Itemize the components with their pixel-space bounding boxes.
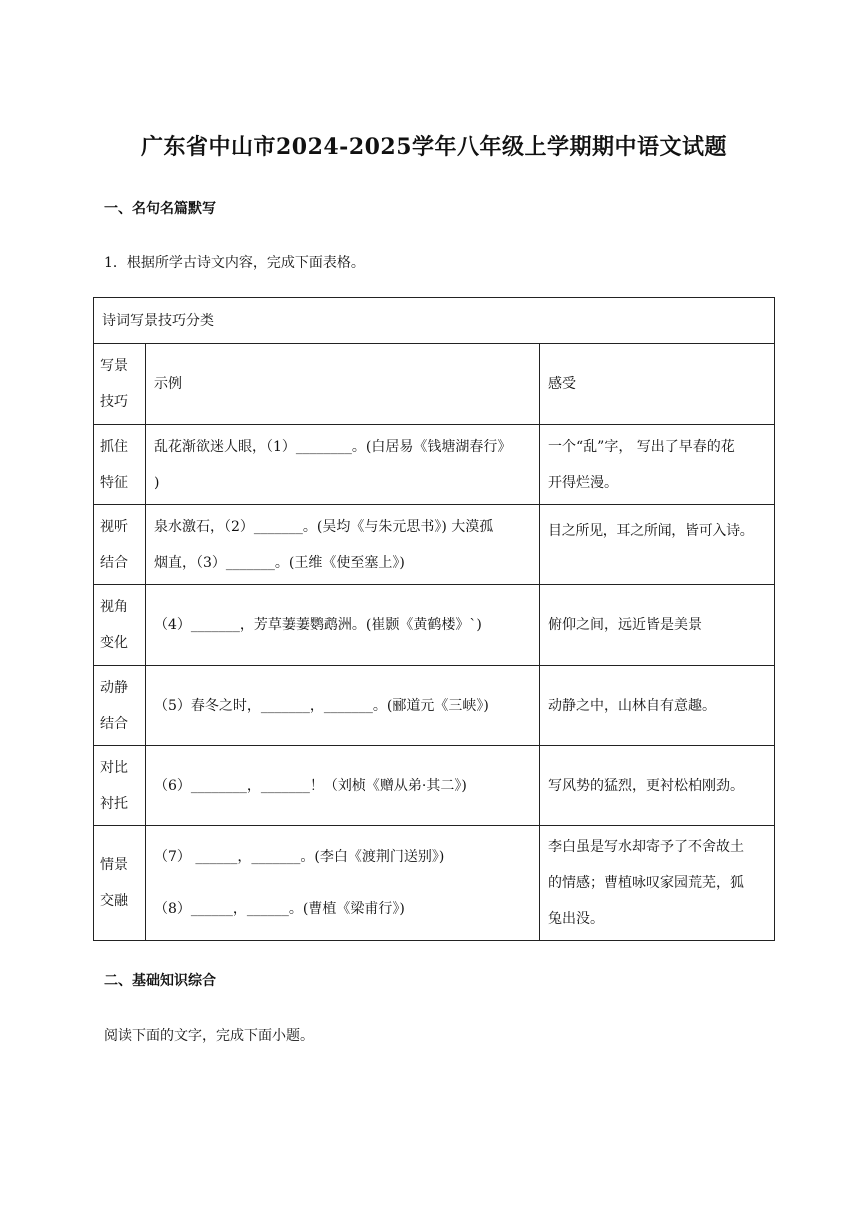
technique-line1: 动静 [100,679,128,696]
example-cell [146,585,540,666]
table-row [94,666,775,746]
feeling-line1: 李白虽是写水却寄予了不舍故土 [548,839,744,855]
table-row [94,425,775,505]
feeling-line2: 开得烂漫。 [548,474,618,491]
example-cell [146,826,540,941]
technique-line2: 交融 [100,893,128,909]
feeling-cell [540,505,775,585]
example-cell [146,505,540,585]
feeling-cell [540,425,775,505]
feeling-line1: 目之所见，耳之所闻，皆可入诗。 [548,523,754,539]
question-1-prompt: 1．根据所学古诗文内容，完成下面表格。 [104,255,365,271]
feeling-cell [540,666,775,746]
table-header-row [94,298,775,344]
technique-line2: 结合 [100,715,128,732]
table-header-cell: 诗词写景技巧分类 [94,298,775,344]
column-header-technique [94,344,146,425]
technique-line1: 抓住 [100,438,128,455]
technique-line2: 结合 [100,554,128,571]
reading-instruction: 阅读下面的文字，完成下面小题。 [104,1028,314,1044]
example-line1: 乱花渐欲迷人眼，（1）________。(白居易《钱塘湖春行》 [154,438,512,455]
feeling-line3: 兔出没。 [548,911,604,927]
technique-cell [94,826,146,941]
technique-cell [94,666,146,746]
column-header-example: 示例 [146,344,540,425]
column-header-technique-line1: 写景 [100,358,128,374]
document-title: 广东省中山市2024-2025学年八年级上学期期中语文试题 [140,134,728,160]
example-line1: （5）春冬之时，_______，_______。(郦道元《三峡》) [154,697,489,714]
example-line2: （8）______，______。(曹植《梁甫行》) [154,901,405,917]
feeling-line1: 一个“乱”字， 写出了早春的花 [548,438,735,455]
feeling-line1: 写风势的猛烈，更衬松柏刚劲。 [548,777,744,794]
technique-line2: 变化 [100,635,128,651]
technique-line2: 特征 [100,474,128,491]
technique-line1: 视听 [100,518,128,535]
feeling-cell [540,746,775,826]
technique-cell [94,425,146,505]
example-line1: （7） ______，_______。(李白《渡荆门送别》) [154,849,445,865]
example-cell [146,425,540,505]
example-line1: （6）________，_______！（刘桢《赠从弟·其二》) [154,777,467,794]
example-line2: 烟直，（3）_______。(王维《使至塞上》) [154,554,405,571]
example-line1: （4）_______，芳草萋萋鹦鹉洲。(崔颢《黄鹤楼》`) [154,617,482,633]
example-line2: ) [154,474,160,491]
table-row [94,746,775,826]
section-heading-1: 一、名句名篇默写 [104,201,216,217]
feeling-line1: 俯仰之间，远近皆是美景 [548,617,702,633]
technique-line1: 情景 [100,857,128,873]
technique-line1: 视角 [100,599,128,615]
feeling-cell [540,585,775,666]
example-cell [146,746,540,826]
example-cell [146,666,540,746]
technique-line2: 衬托 [100,795,128,812]
table-column-header-row [94,344,775,425]
poetry-technique-table [93,297,775,941]
feeling-line2: 的情感；曹植咏叹家园荒芜，狐 [548,875,744,891]
feeling-line1: 动静之中，山林自有意趣。 [548,697,716,714]
section-heading-2: 二、基础知识综合 [104,973,216,989]
example-line1: 泉水激石，（2）_______。(吴均《与朱元思书》) 大漠孤 [154,518,494,535]
table-row [94,505,775,585]
technique-cell [94,585,146,666]
column-header-technique-line2: 技巧 [100,394,128,410]
technique-line1: 对比 [100,759,128,776]
feeling-cell [540,826,775,941]
technique-cell [94,505,146,585]
technique-cell [94,746,146,826]
table-row [94,826,775,941]
table-row [94,585,775,666]
column-header-feeling: 感受 [540,344,775,425]
